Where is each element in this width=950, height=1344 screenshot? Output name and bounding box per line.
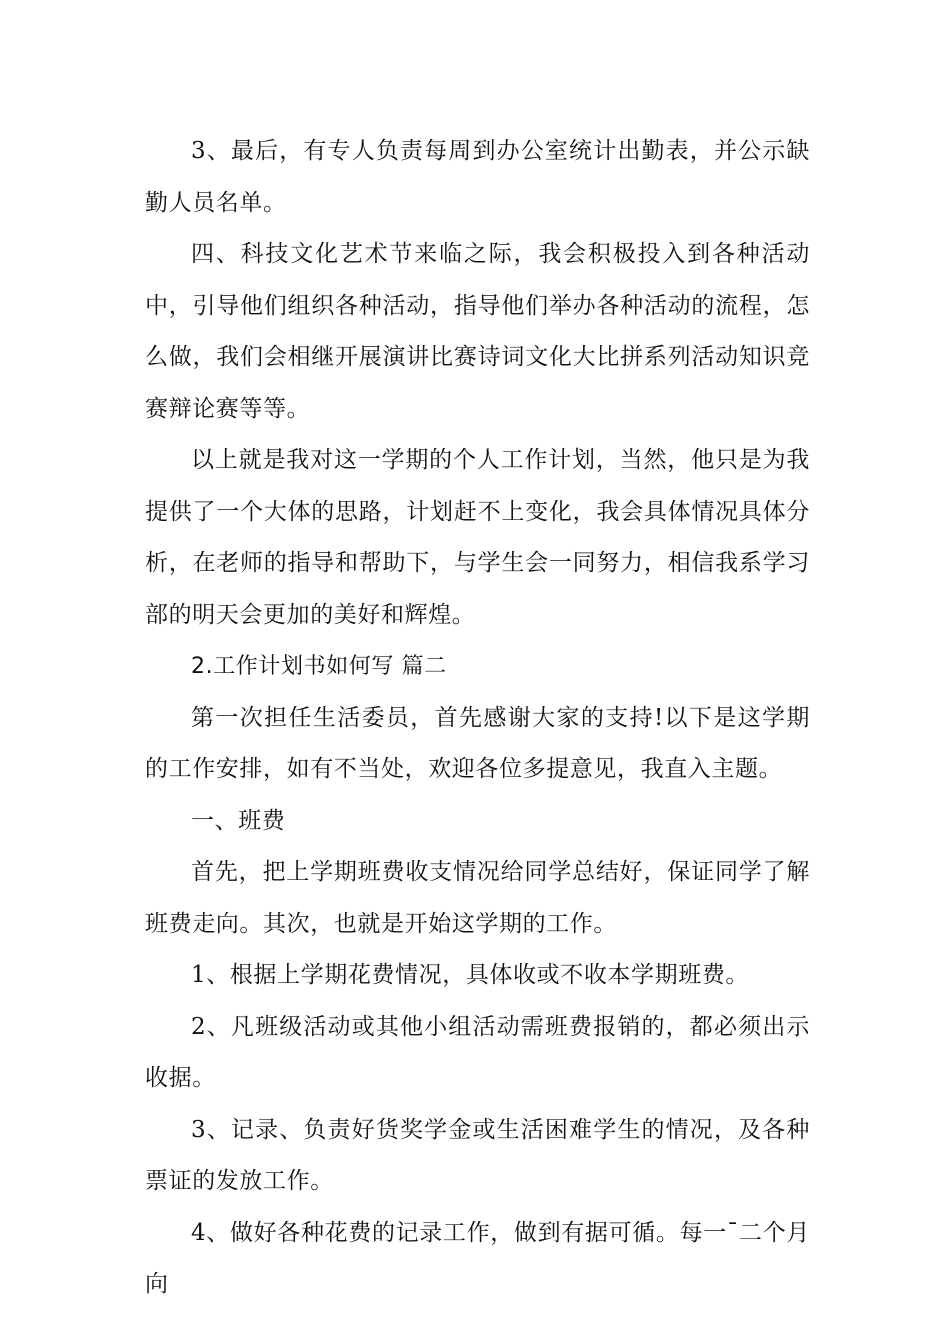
document-body <box>145 126 810 1311</box>
paragraph-section-4-festival: 四、科技文化艺术节来临之际，我会积极投入到各种活动中，引导他们组织各种活动，指导他们举办各种活动的流程，怎么做，我们会相继开展演讲比赛诗词文化大比拼系列活动知识竞赛辩论赛等等。 <box>145 241 810 422</box>
list-item-fee-4: 4、做好各种花费的记录工作，做到有据可循。每一¯二个月向 <box>145 1219 810 1297</box>
paragraph-attendance-item-3: 3、最后，有专人负责每周到办公室统计出勤表，并公示缺勤人员名单。 <box>145 138 810 216</box>
section-heading-part-2: 2.工作计划书如何写 篇二 <box>191 654 447 679</box>
paragraph-conclusion: 以上就是我对这一学期的个人工作计划，当然，他只是为我提供了一个大体的思路，计划赶不上变化，我会具体情况具体分析，在老师的指导和帮助下，与学生会一同努力，相信我系学习部的明天会更加的美好和辉煌。 <box>145 447 810 628</box>
list-item-fee-2: 2、凡班级活动或其他小组活动需班费报销的，都必须出示收据。 <box>145 1013 810 1091</box>
list-item-fee-3: 3、记录、负责好货奖学金或生活困难学生的情况，及各种票证的发放工作。 <box>145 1116 810 1194</box>
subheading-class-fee: 一、班费 <box>191 807 286 834</box>
paragraph-intro-life-committee: 第一次担任生活委员，首先感谢大家的支持!以下是这学期的工作安排，如有不当处，欢迎各位多提意见，我直入主题。 <box>145 704 810 782</box>
paragraph-class-fee-summary: 首先，把上学期班费收支情况给同学总结好，保证同学了解班费走向。其次，也就是开始这学期的工作。 <box>145 859 810 937</box>
list-item-fee-1: 1、根据上学期花费情况，具体收或不收本学期班费。 <box>191 962 750 988</box>
